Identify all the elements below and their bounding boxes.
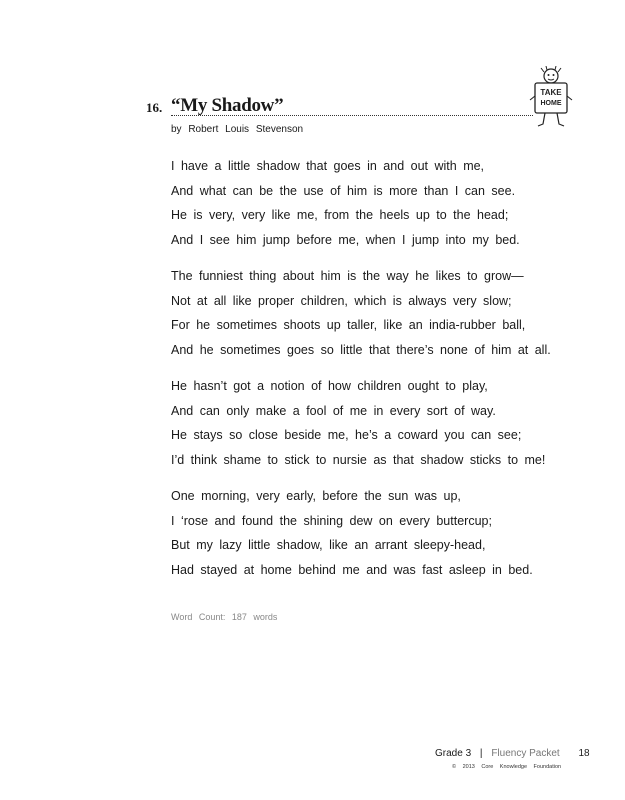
poem-line: I ‘rose and found the shining dew on every buttercup; [171,513,492,528]
poem-line: And I see him jump before me, when I jump into my bed. [171,232,520,247]
poem-line: I’d think shame to stick to nursie as that shadow sticks to me! [171,452,546,467]
poem-line: But my lazy little shadow, like an arrant sleepy-head, [171,538,486,553]
footer-packet: Fluency Packet [491,748,560,759]
footer-separator: | [479,748,483,759]
badge-text-line1: TAKE [540,88,562,97]
page-footer [435,748,596,759]
word-count: Word Count: 187 words [171,612,278,622]
poem-line: One morning, very early, before the sun was up, [171,489,461,503]
title-dotted-rule [171,115,533,116]
poem-line: And he sometimes goes so little that there’s none of him at all. [171,342,551,357]
stanza-2 [171,264,591,362]
poem-header [146,96,536,118]
stanza-3 [171,374,591,472]
badge-text-line2: HOME [540,100,562,107]
poem-title: “My Shadow” [171,95,284,116]
poem-line: He hasn’t got a notion of how children ought to play, [171,379,488,393]
poem-line: Had stayed at home behind me and was fast asleep in bed. [171,562,533,577]
footer-copyright: © 2013 Core Knowledge Foundation [452,764,562,770]
poem-line: For he sometimes shoots up taller, like an india-rubber ball, [171,318,526,333]
poem-author: by Robert Louis Stevenson [171,124,304,135]
poem-line: He stays so close beside me, he’s a coward you can see; [171,428,522,443]
poem-line: And can only make a fool of me in every sort of way. [171,403,496,418]
poem-line: He is very, very like me, from the heels up to the head; [171,208,509,223]
take-home-icon [527,66,575,128]
stanza-1 [171,154,591,252]
poem-line: And what can be the use of him is more than I can see. [171,183,516,198]
footer-grade: Grade 3 [435,748,472,759]
poem-line: Not at all like proper children, which is always very slow; [171,293,512,308]
poem-number: 16. [146,100,163,115]
poem-line: The funniest thing about him is the way he likes to grow— [171,269,524,283]
page-number: 18 [578,748,590,759]
poem-line: I have a little shadow that goes in and out with me, [171,159,485,173]
stanza-4 [171,484,591,582]
